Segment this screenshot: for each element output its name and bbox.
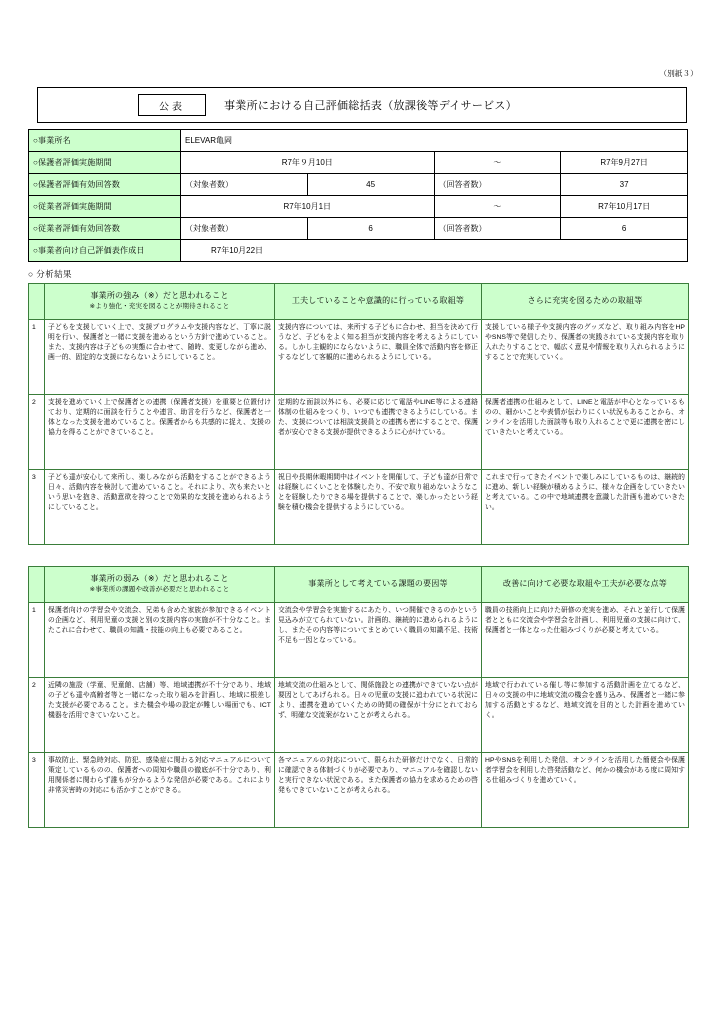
info-label-facility-name: ○事業所名 [29,130,181,152]
info-label-staff-period: ○従業者評価実施期間 [29,196,181,218]
info-value-facility-name: ELEVAR亀岡 [181,130,688,152]
facility-info-table [28,129,688,262]
guardian-period-start: R7年９月10日 [181,152,435,174]
guardian-respond-label: （回答者数） [434,174,561,196]
guardian-period-separator: ～ [434,152,561,174]
strength-cell-c: これまで行ってきたイベントで楽しみにしているものは、継続的に進め、新しい経験が積めるように、様々な企画をしていきたいと考えている。この中で地域連携を意識した計画も進めていきたい。 [482,470,689,545]
table-row [29,603,689,678]
strength-row-number: 2 [29,395,45,470]
weakness-cell-c: 地域で行われている催し等に参加する活動計画を立てるなど、日々の支援の中に地域交流の機会を盛り込み、保護者と一緒に参加する活動とするなど、地域交流を目的とした計画を進めていく。 [482,678,689,753]
strength-cell-b: 祝日や長期休暇期間中はイベントを開催して、子ども達が日常では経験しにくいことを体験したり、不安で取り組めないようなことを経験したりできる場を提供することで、楽しかったという経験を積む機会を提供するようにしている。 [275,470,482,545]
table-row [29,470,689,545]
strength-cell-b: 定期的な面談以外にも、必要に応じて電話やLINE等による連絡体制の仕組みをつくり、いつでも連携できるようにしている。また、支援については相談支援員との連携も密にすることで、保護者が安心できる支援が提供できるように心がけている。 [275,395,482,470]
weakness-col-a-title: 事業所の弱み（※）だと思われること [90,574,229,584]
strength-cell-a: 子どもを支援していく上で、支援プログラムや支援内容など、丁寧に説明を行い、保護者と一緒に支援を進めるという方針で進めていること。また、支援内容は子どもの実態に合わせて、随時、変更しながら進め、画一的、固定的な支援にならないようにしていること。 [45,320,275,395]
weakness-cell-b: 交流会や学習会を実施するにあたり、いつ開催できるのかという見込みが立てられていない。計画的、継続的に進められるようにし、またその内容等についてまとめていく職員の知識不足、技術不足も一因となっている。 [275,603,482,678]
table-row [29,678,689,753]
annex-note: （別紙３） [659,69,698,78]
weakness-cell-b: 地域交流の仕組みとして、関係施設との連携ができていない点が要因としてあげられる。日々の児童の支援に追われている状況により、連携を進めていくための時間の確保が十分にとれておらず、明確な交流案がないことが考えられる。 [275,678,482,753]
staff-respond-value: 6 [561,218,688,240]
weakness-analysis-table [28,566,689,828]
table-row [29,240,688,262]
staff-period-end: R7年10月17日 [561,196,688,218]
strength-col-b-header: 工夫していることや意識的に行っている取組等 [275,284,482,320]
table-row [29,395,689,470]
table-row [29,196,688,218]
strength-col-a-title: 事業所の強み（※）だと思われること [90,291,229,301]
info-label-staff-responses: ○従業者評価有効回答数 [29,218,181,240]
guardian-target-value: 45 [307,174,434,196]
info-label-guardian-responses: ○保護者評価有効回答数 [29,174,181,196]
staff-target-value: 6 [307,218,434,240]
weakness-cell-a: 近隣の施設（学童、児童館、店舗）等、地域連携が不十分であり、地域の子ども達や高齢者等と一緒になった取り組みを計画し、地域に根差した支援が必要であること。また機会や場の設定が難しい場面でも、ICT機器を活用できていないこと。 [45,678,275,753]
table-row [29,130,688,152]
staff-target-label: （対象者数） [181,218,308,240]
table-row [29,174,688,196]
strength-cell-c: 支援している様子や支援内容のグッズなど、取り組み内容をHPやSNS等で発信したり、保護者の実践されている支援内容を取り入れたりすることで、幅広く意見や情報を取り入れられるようにすることで充実していく。 [482,320,689,395]
analysis-section-caption: ○ 分析結果 [28,269,72,279]
weakness-cell-a: 保護者向けの学習会や交流会、兄弟も含めた家族が参加できるイベントの企画など、利用児童の支援と別の支援内容の実施が不十分なこと。またこれに合わせて、職員の知識・技能の向上も必要であること。 [45,603,275,678]
staff-period-separator: ～ [434,196,561,218]
strength-row-number: 3 [29,470,45,545]
weakness-row-number: 1 [29,603,45,678]
strength-rownum-header [29,284,45,320]
strength-cell-c: 保護者連携の仕組みとして、LINEと電話が中心となっているものの、細かいことや表情が伝わりにくい状況もあることから、オンラインを活用した面談等も取り入れることで更に連携を密にしていきたいと考えている。 [482,395,689,470]
table-row [29,320,689,395]
strength-col-a-subtitle: ※より強化・充実を図ることが期待されること [89,303,230,311]
table-row [29,753,689,828]
strength-analysis-table [28,283,689,545]
table-row [29,218,688,240]
weakness-col-b-header: 事業所として考えている課題の要因等 [275,567,482,603]
title-box [37,87,687,123]
weakness-cell-c: 職員の技術向上に向けた研修の充実を進め、それと並行して保護者とともに交流会や学習会を計画し、利用児童の支援に向けて、保護者と一体となった仕組みづくりが必要と考えている。 [482,603,689,678]
publication-stamp: 公表 [138,94,206,116]
guardian-period-end: R7年9月27日 [561,152,688,174]
info-label-guardian-period: ○保護者評価実施期間 [29,152,181,174]
info-value-selfeval-date: R7年10月22日 [181,240,688,262]
table-header-row [29,284,689,320]
table-header-row [29,567,689,603]
weakness-cell-c: HPやSNSを利用した発信、オンラインを活用した簡便会や保護者学習会を利用した啓発活動など、何かの機会がある度に周知する仕組みづくりを進めていく。 [482,753,689,828]
staff-respond-label: （回答者数） [434,218,561,240]
strength-cell-a: 子ども達が安心して来所し、楽しみながら活動をすることができるよう日々、活動内容を検討して進めていること。それにより、次も来たいという思いを抱き、活動意欲を持つことで効果的な支援を進められるようにしていること。 [45,470,275,545]
strength-row-number: 1 [29,320,45,395]
page-title: 事業所における自己評価総括表（放課後等デイサービス） [224,100,518,112]
weakness-cell-b: 各マニュアルの対応について、限られた研修だけでなく、日常的に確認できる体制づくりが必要であり、マニュアルを確認しないと実行できない状況である。また保護者の協力を求めるための啓発もできていないことが考えられる。 [275,753,482,828]
weakness-row-number: 3 [29,753,45,828]
table-row [29,152,688,174]
guardian-respond-value: 37 [561,174,688,196]
staff-period-start: R7年10月1日 [181,196,435,218]
strength-cell-a: 支援を進めていく上で保護者との連携（保護者支援）を重要と位置付けており、定期的に面談を行うことや連言、助言を行うなど、保護者と一体となった支援を進めていること。保護者からも共感的に捉え、支援の協力を得ることができていること。 [45,395,275,470]
weakness-rownum-header [29,567,45,603]
weakness-col-c-header: 改善に向けて必要な取組や工夫が必要な点等 [482,567,689,603]
weakness-col-a-header [45,567,275,603]
weakness-row-number: 2 [29,678,45,753]
weakness-col-a-subtitle: ※事業所の課題や改善が必要だと思われること [89,586,230,594]
strength-col-c-header: さらに充実を図るための取組等 [482,284,689,320]
guardian-target-label: （対象者数） [181,174,308,196]
strength-cell-b: 支援内容については、来所する子どもに合わせ、担当を決めて行うなど、子どもをよく知る担当が支援内容を考えるようにしている。しかし主観的にならないように、職員全体で活動内容を修正するなどして客観的に進められるようにしている。 [275,320,482,395]
info-label-selfeval-date: ○事業者向け自己評価表作成日 [29,240,181,262]
weakness-cell-a: 事故防止、緊急時対応、防犯、感染症に関わる対応マニュアルについて策定しているものの、保護者への周知や職員の徹底が不十分であり、利用関係者に関わらず誰もが分かるような発信が必要である。これにより非常災害時の対応にも活かすことができる。 [45,753,275,828]
strength-col-a-header [45,284,275,320]
